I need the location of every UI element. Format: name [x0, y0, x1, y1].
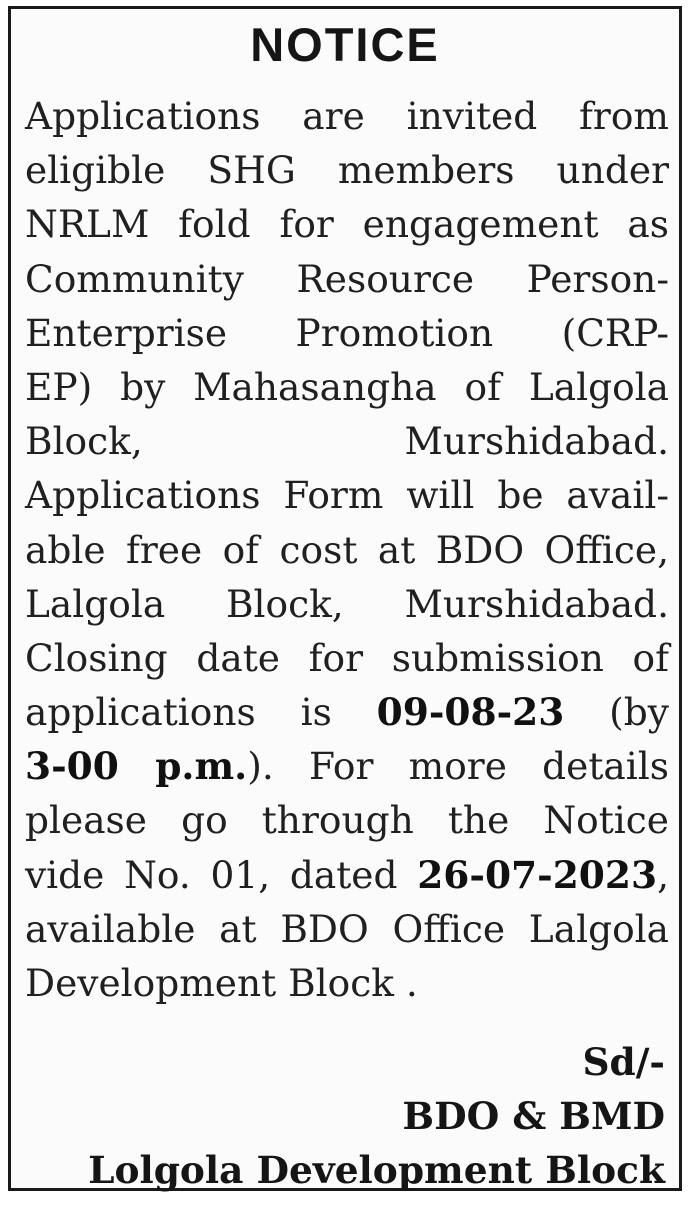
district-text: Murshidabad.: [404, 419, 669, 464]
notice-title: NOTICE: [250, 18, 440, 71]
notice-line: Development Block .: [25, 961, 418, 1005]
block-text: Block,: [25, 419, 143, 464]
notice-line: [25, 414, 669, 468]
by-text: (by: [609, 690, 669, 735]
notice-date: 26-07-2023: [417, 852, 658, 897]
notice-body: [25, 89, 669, 1010]
notice-line: Applications Form will be avail-: [25, 473, 669, 518]
details-text: ). For more details: [247, 744, 669, 789]
notice-line: Lalgola Block, Murshidabad.: [25, 581, 669, 626]
notice-line: eligible SHG members under: [25, 148, 669, 193]
closing-date: 09-08-23: [376, 690, 565, 735]
notice-line: [25, 848, 669, 902]
notice-line: able free of cost at BDO Office,: [25, 527, 669, 572]
notice-line: NRLM fold for engagement as: [25, 202, 669, 247]
notice-line: Applications are invited from: [25, 94, 669, 138]
signature-block: [88, 1035, 665, 1197]
signature-office: Lolgola Development Block: [88, 1148, 665, 1192]
notice-line: Enterprise Promotion (CRP-: [25, 310, 669, 355]
closing-time: 3-00 p.m.: [25, 744, 248, 789]
applications-text: applications is: [25, 690, 332, 735]
notice-line: EP) by Mahasangha of Lalgola: [25, 364, 669, 409]
signature-sd: Sd/-: [582, 1040, 665, 1084]
signature-designation: BDO & BMD: [402, 1094, 665, 1138]
notice-line: [25, 739, 669, 793]
notice-line: Community Resource Person-: [25, 256, 669, 301]
notice-line: available at BDO Office Lalgola: [25, 906, 669, 951]
notice-line: Closing date for submission of: [25, 635, 669, 680]
vide-text: vide No. 01, dated: [25, 852, 398, 897]
notice-frame: [8, 6, 682, 1191]
comma-text: ,: [657, 852, 669, 897]
notice-line: please go through the Notice: [25, 798, 669, 843]
notice-line: [25, 685, 669, 739]
